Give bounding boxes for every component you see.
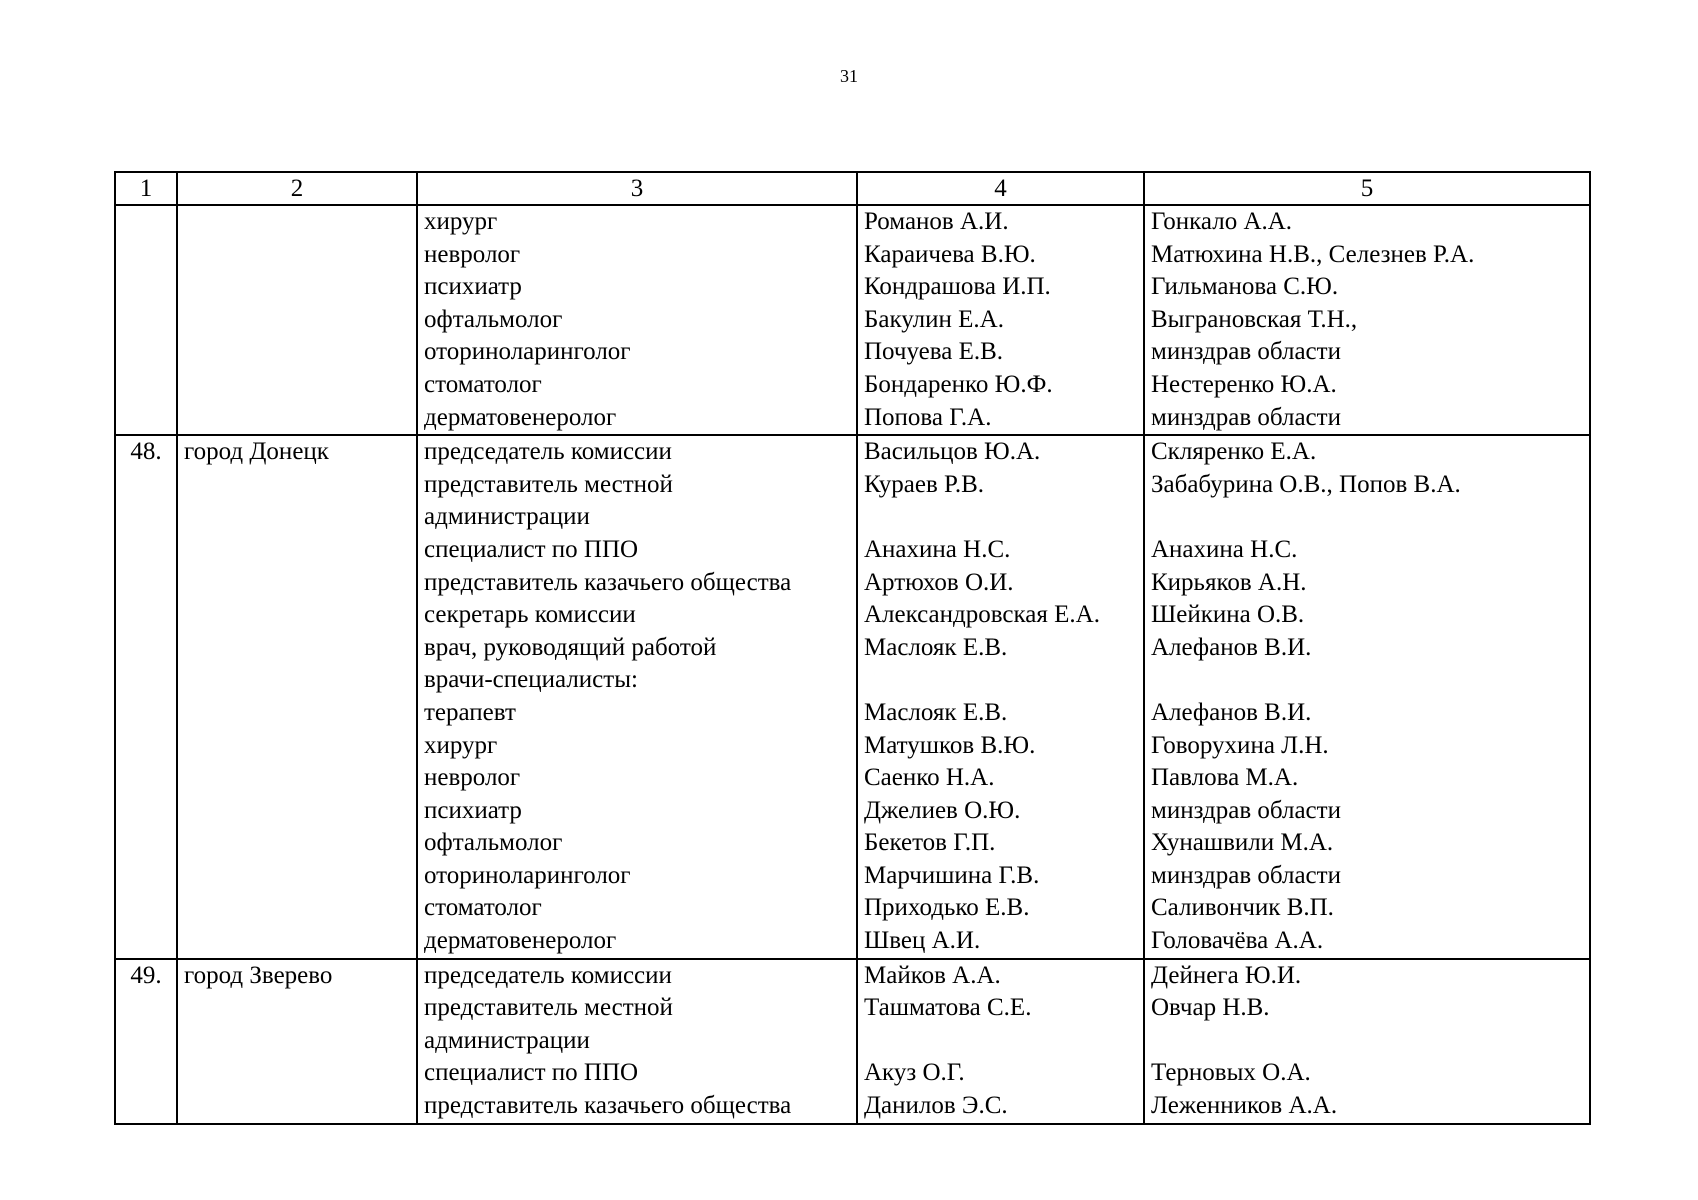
reserve-member-name: Алефанов В.И.: [1151, 698, 1312, 726]
main-member-name: Швец А.И.: [864, 927, 981, 955]
reserve-member-name: минздрав области: [1151, 796, 1341, 824]
main-member-name: Маслояк Е.В.: [864, 633, 1008, 661]
role-line: администрации: [424, 503, 590, 531]
column-header: 3: [417, 172, 857, 205]
role-line: психиатр: [424, 796, 522, 824]
role-line: невролог: [424, 240, 521, 268]
role-line: представитель местной: [424, 994, 673, 1022]
row-number: 48.: [115, 435, 177, 959]
table-row: [115, 959, 1590, 1124]
reserve-member-cell: [1144, 959, 1590, 1124]
main-member-name: Марчишина Г.В.: [864, 861, 1040, 889]
role-line: представитель казачьего общества: [424, 1092, 792, 1120]
role-line: хирург: [424, 208, 498, 235]
row-number: 49.: [115, 959, 177, 1124]
column-header: 2: [177, 172, 417, 205]
column-header: 4: [857, 172, 1144, 205]
role-line: невролог: [424, 764, 521, 792]
role-line: врачи-специалисты:: [424, 666, 638, 694]
role-cell: [417, 959, 857, 1124]
role-line: дерматовенеролог: [424, 927, 617, 955]
role-line: хирург: [424, 731, 498, 759]
reserve-member-name: Павлова М.А.: [1151, 764, 1299, 792]
role-line: специалист по ППО: [424, 535, 639, 563]
reserve-member-name: минздрав области: [1151, 861, 1341, 889]
main-member-name: Бакулин Е.А.: [864, 305, 1004, 333]
reserve-member-name: Анахина Н.С.: [1151, 535, 1298, 563]
role-line: председатель комиссии: [424, 961, 672, 989]
role-line: психиатр: [424, 273, 522, 301]
column-header: 5: [1144, 172, 1590, 205]
main-member-name: [864, 1025, 1137, 1058]
main-member-name: [864, 664, 1137, 697]
reserve-member-cell: [1144, 205, 1590, 435]
municipality-cell: город Зверево: [177, 959, 417, 1124]
table-header-row: [115, 172, 1590, 205]
reserve-member-name: минздрав области: [1151, 403, 1341, 431]
main-member-name: Александровская Е.А.: [864, 601, 1100, 629]
reserve-member-cell: [1144, 435, 1590, 959]
role-line: офтальмолог: [424, 305, 563, 333]
role-line: секретарь комиссии: [424, 601, 636, 629]
municipality-cell: [177, 205, 417, 435]
reserve-member-name: Головачёва А.А.: [1151, 927, 1324, 955]
role-cell: [417, 435, 857, 959]
reserve-member-name: Говорухина Л.Н.: [1151, 731, 1329, 759]
reserve-member-name: Дейнега Ю.И.: [1151, 961, 1302, 989]
reserve-member-name: Терновых О.А.: [1151, 1059, 1311, 1087]
reserve-member-name: Нестеренко Ю.А.: [1151, 370, 1337, 398]
reserve-member-name: [1151, 1025, 1583, 1058]
role-line: терапевт: [424, 698, 516, 726]
reserve-member-name: Шейкина О.В.: [1151, 601, 1305, 629]
role-line: председатель комиссии: [424, 438, 672, 466]
role-line: стоматолог: [424, 894, 542, 922]
commission-table: [114, 171, 1591, 1125]
page-number: 31: [840, 66, 858, 86]
main-member-name: Романов А.И.: [864, 208, 1009, 235]
reserve-member-name: Овчар Н.В.: [1151, 994, 1270, 1022]
reserve-member-name: Алефанов В.И.: [1151, 633, 1312, 661]
role-line: специалист по ППО: [424, 1059, 639, 1087]
role-line: представитель местной: [424, 470, 673, 498]
main-member-name: Джелиев О.Ю.: [864, 796, 1021, 824]
main-member-name: Матушков В.Ю.: [864, 731, 1036, 759]
reserve-member-name: Леженников А.А.: [1151, 1092, 1338, 1120]
reserve-member-name: Гильманова С.Ю.: [1151, 273, 1339, 301]
main-member-name: Почуева Е.В.: [864, 338, 1004, 366]
column-header: 1: [115, 172, 177, 205]
table-row: [115, 205, 1590, 435]
role-line: оториноларинголог: [424, 861, 631, 889]
main-member-name: Приходько Е.В.: [864, 894, 1030, 922]
main-member-name: Анахина Н.С.: [864, 535, 1011, 563]
role-line: администрации: [424, 1026, 590, 1054]
reserve-member-name: Хунашвили М.А.: [1151, 829, 1334, 857]
main-member-name: Акуз О.Г.: [864, 1059, 965, 1087]
main-member-cell: [857, 959, 1144, 1124]
role-line: стоматолог: [424, 370, 542, 398]
main-member-name: Бекетов Г.П.: [864, 829, 996, 857]
reserve-member-name: Кирьяков А.Н.: [1151, 568, 1307, 596]
municipality-cell: город Донецк: [177, 435, 417, 959]
main-member-name: Маслояк Е.В.: [864, 698, 1008, 726]
main-member-name: Бондаренко Ю.Ф.: [864, 370, 1053, 398]
main-member-name: Ташматова С.Е.: [864, 994, 1032, 1022]
main-member-name: Кураев Р.В.: [864, 470, 984, 498]
main-member-name: Васильцов Ю.А.: [864, 438, 1041, 466]
role-line: представитель казачьего общества: [424, 568, 792, 596]
main-member-name: Саенко Н.А.: [864, 764, 995, 792]
reserve-member-name: Саливончик В.П.: [1151, 894, 1334, 922]
main-member-name: Попова Г.А.: [864, 403, 992, 431]
main-member-name: Данилов Э.С.: [864, 1092, 1008, 1120]
reserve-member-name: Гонкало А.А.: [1151, 208, 1293, 235]
main-member-name: Артюхов О.И.: [864, 568, 1014, 596]
role-line: врач, руководящий работой: [424, 633, 717, 661]
main-member-name: Караичева В.Ю.: [864, 240, 1036, 268]
role-cell: [417, 205, 857, 435]
reserve-member-name: Матюхина Н.В., Селезнев Р.А.: [1151, 240, 1475, 268]
reserve-member-name: минздрав области: [1151, 338, 1341, 366]
main-member-name: Майков А.А.: [864, 961, 1001, 989]
reserve-member-name: [1151, 664, 1583, 697]
reserve-member-name: Забабурина О.В., Попов В.А.: [1151, 470, 1461, 498]
role-line: дерматовенеролог: [424, 403, 617, 431]
main-member-name: [864, 501, 1137, 534]
reserve-member-name: Выграновская Т.Н.,: [1151, 305, 1358, 333]
role-line: оториноларинголог: [424, 338, 631, 366]
row-number: [115, 205, 177, 435]
main-member-name: Кондрашова И.П.: [864, 273, 1051, 301]
role-line: офтальмолог: [424, 829, 563, 857]
reserve-member-name: [1151, 501, 1583, 534]
table-row: [115, 435, 1590, 959]
main-member-cell: [857, 435, 1144, 959]
main-member-cell: [857, 205, 1144, 435]
reserve-member-name: Скляренко Е.А.: [1151, 438, 1317, 466]
